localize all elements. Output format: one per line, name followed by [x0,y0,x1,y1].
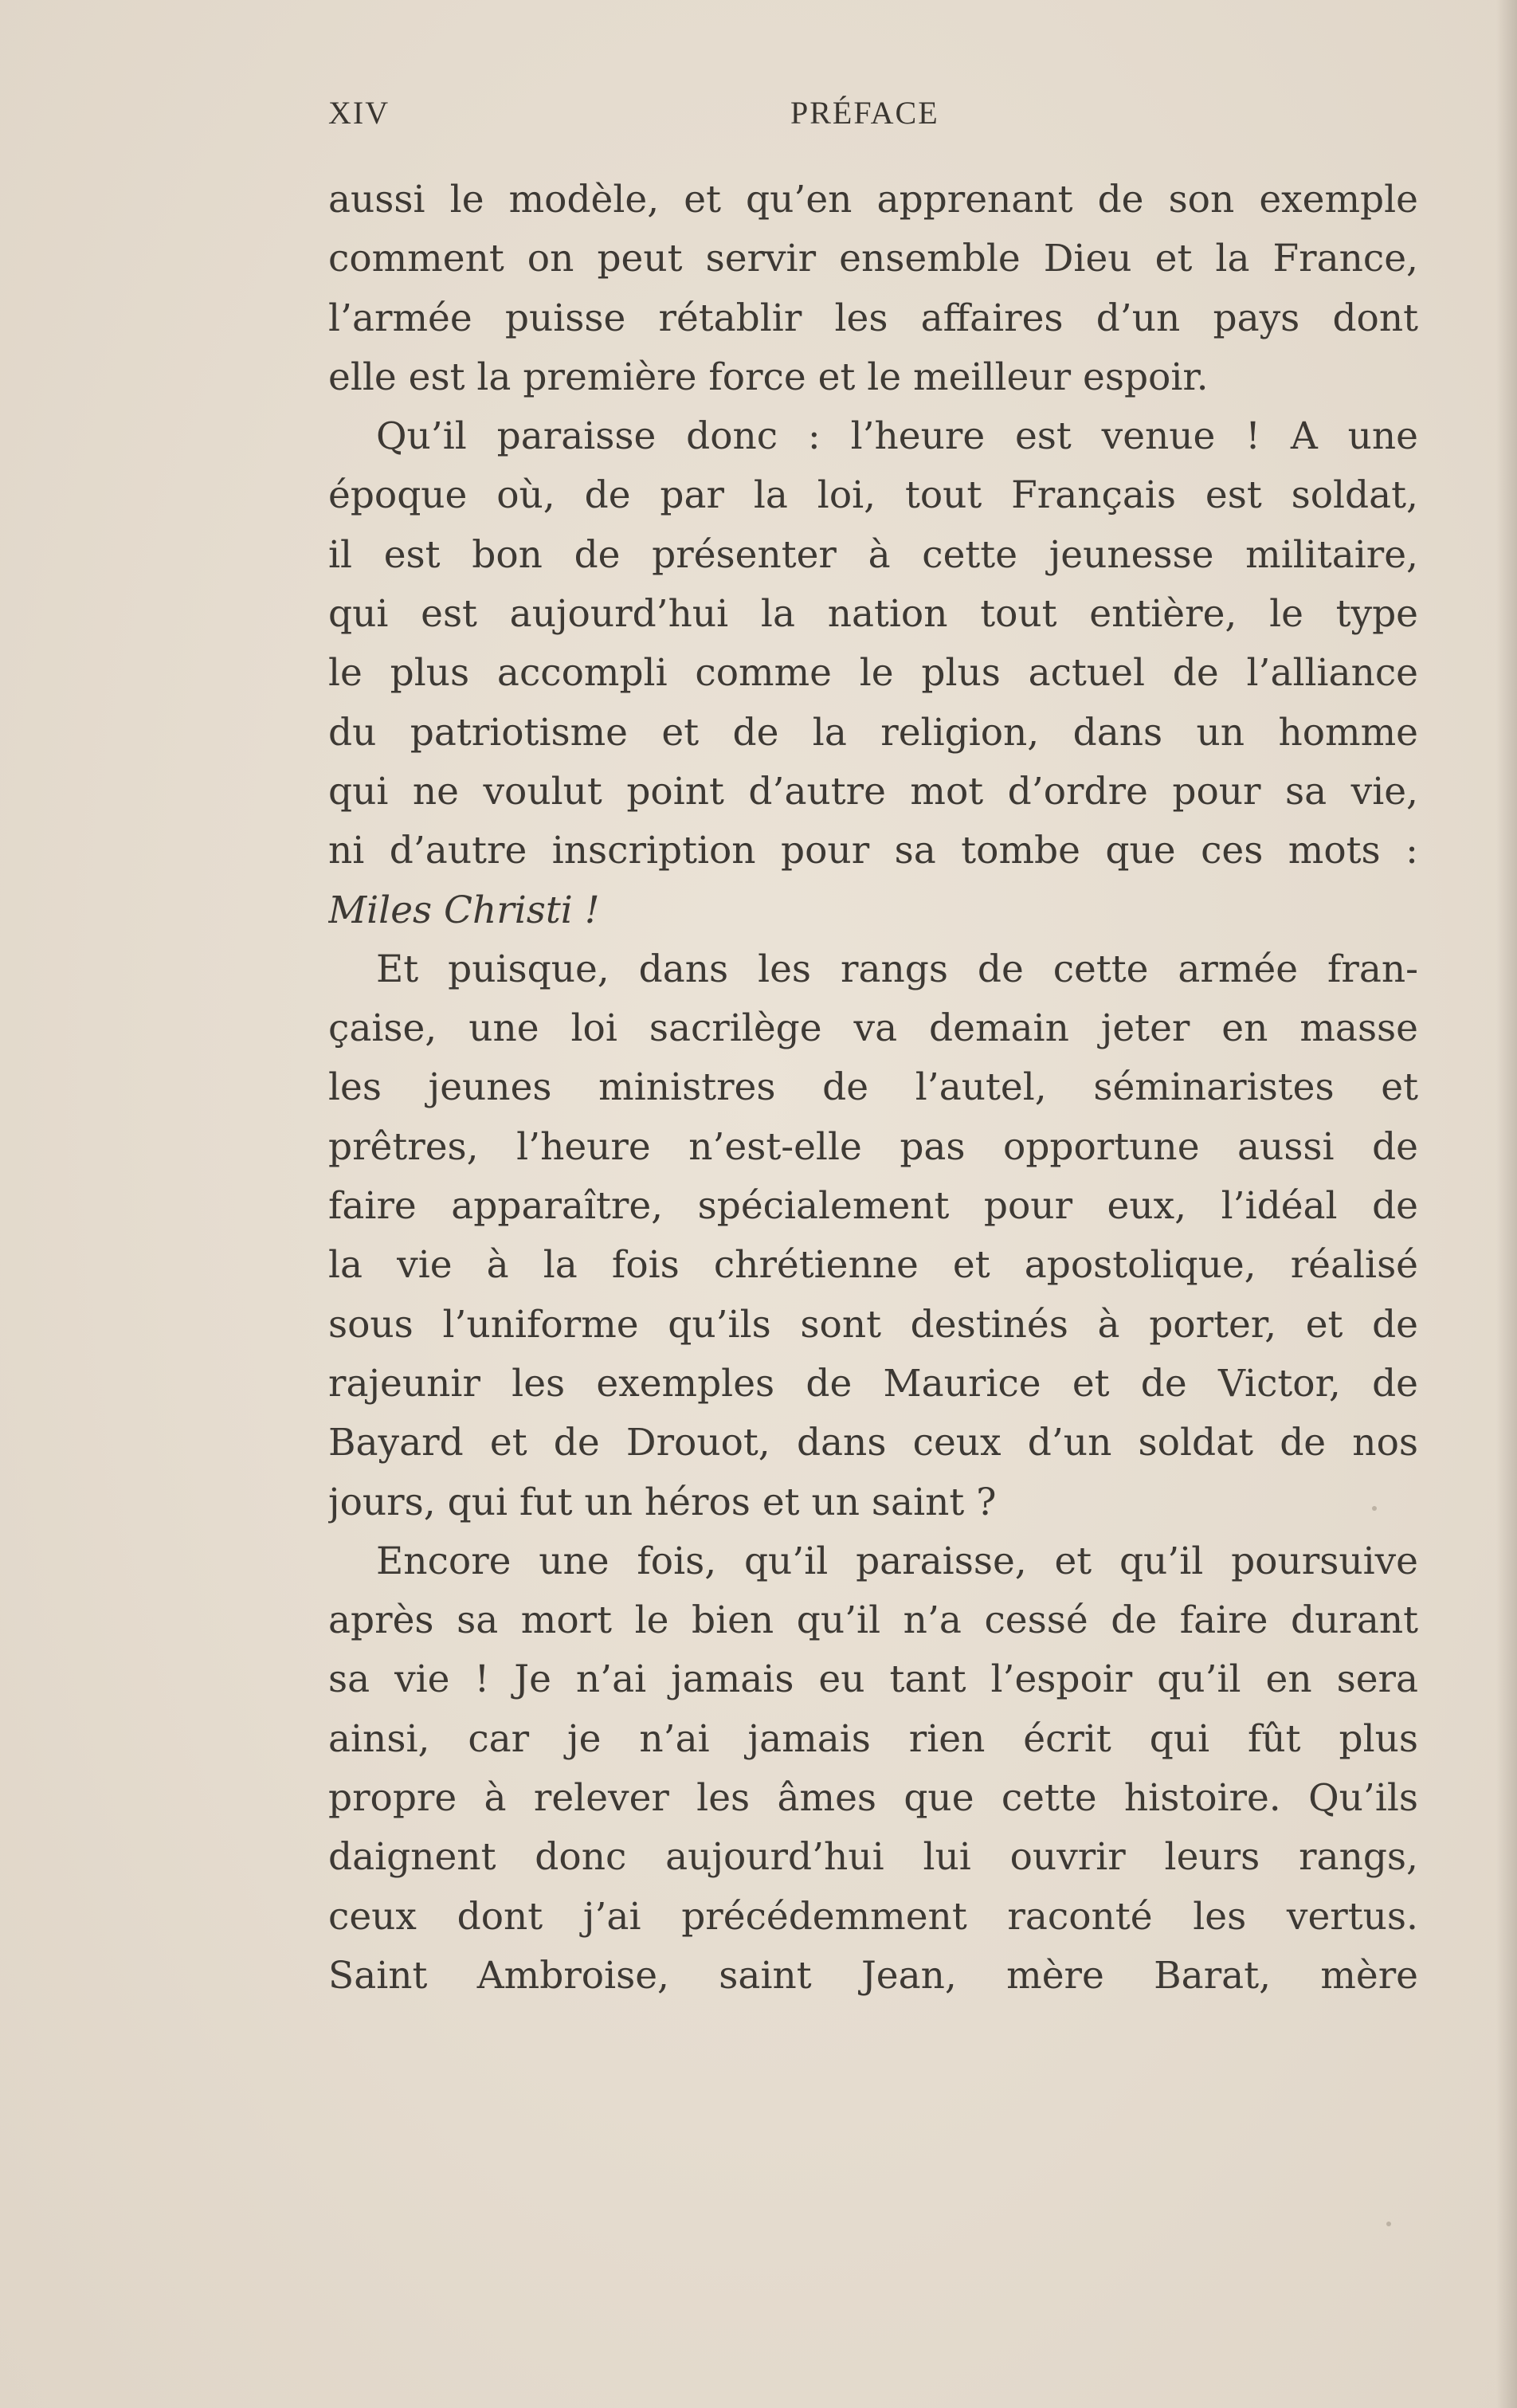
page-edge-shadow [1496,0,1517,2408]
text-line: comment on peut servir ensemble Dieu et la France, [328,237,1418,281]
text-line: les jeunes ministres de l’autel, séminaristes et [328,1065,1418,1110]
text-line: Miles Christi ! [328,888,600,932]
text-line: propre à relever les âmes que cette histoire. Qu’ils [328,1776,1418,1821]
text-line: çaise, une loi sacrilège va demain jeter en masse [328,1006,1418,1051]
text-line: Qu’il paraisse donc : l’heure est venue ! A une [376,414,1418,459]
text-line: il est bon de présenter à cette jeunesse militaire, [328,532,1418,577]
text-line: l’armée puisse rétablir les affaires d’un pays dont [328,296,1418,340]
text-line: Bayard et de Drouot, dans ceux d’un soldat de nos [328,1421,1418,1465]
text-line: qui est aujourd’hui la nation tout entière, le type [328,592,1418,637]
text-line: Saint Ambroise, saint Jean, mère Barat, mère [328,1953,1418,1998]
text-line: Encore une fois, qu’il paraisse, et qu’il poursuive [376,1539,1418,1583]
text-line: daignent donc aujourd’hui lui ouvrir leurs rangs, [328,1835,1418,1880]
paper-speck [1386,2222,1391,2226]
text-line: jours, qui fut un héros et un saint ? [328,1480,997,1524]
text-line: après sa mort le bien qu’il n’a cessé de faire durant [328,1598,1418,1643]
page-number: XIV [328,95,390,131]
text-line: aussi le modèle, et qu’en apprenant de son exemple [328,178,1418,222]
text-line: ceux dont j’ai précédemment raconté les vertus. [328,1894,1418,1939]
text-line: ainsi, car je n’ai jamais rien écrit qui fût plus [328,1716,1418,1761]
running-header [328,94,1418,142]
text-line: le plus accompli comme le plus actuel de l’alliance [328,651,1418,696]
text-line: faire apparaître, spécialement pour eux, l’idéal de [328,1184,1418,1229]
body-text [328,171,1418,2006]
text-line: époque où, de par la loi, tout Français est soldat, [328,473,1418,518]
text-line: sa vie ! Je n’ai jamais eu tant l’espoir qu’il en sera [328,1657,1418,1702]
text-line: Et puisque, dans les rangs de cette armée fran- [376,947,1418,991]
text-line: elle est la première force et le meilleur espoir. [328,355,1209,399]
text-line: qui ne voulut point d’autre mot d’ordre pour sa vie, [328,769,1418,814]
text-line: ni d’autre inscription pour sa tombe que ces mots : [328,829,1418,873]
running-title: PRÉFACE [790,95,939,131]
paper-speck [1372,1506,1377,1511]
text-line: prêtres, l’heure n’est-elle pas opportune aussi de [328,1124,1418,1169]
text-line: du patriotisme et de la religion, dans un homme [328,710,1418,755]
text-line: sous l’uniforme qu’ils sont destinés à porter, et de [328,1302,1418,1347]
text-line: la vie à la fois chrétienne et apostolique, réalisé [328,1243,1418,1288]
text-line: rajeunir les exemples de Maurice et de Victor, de [328,1361,1418,1406]
